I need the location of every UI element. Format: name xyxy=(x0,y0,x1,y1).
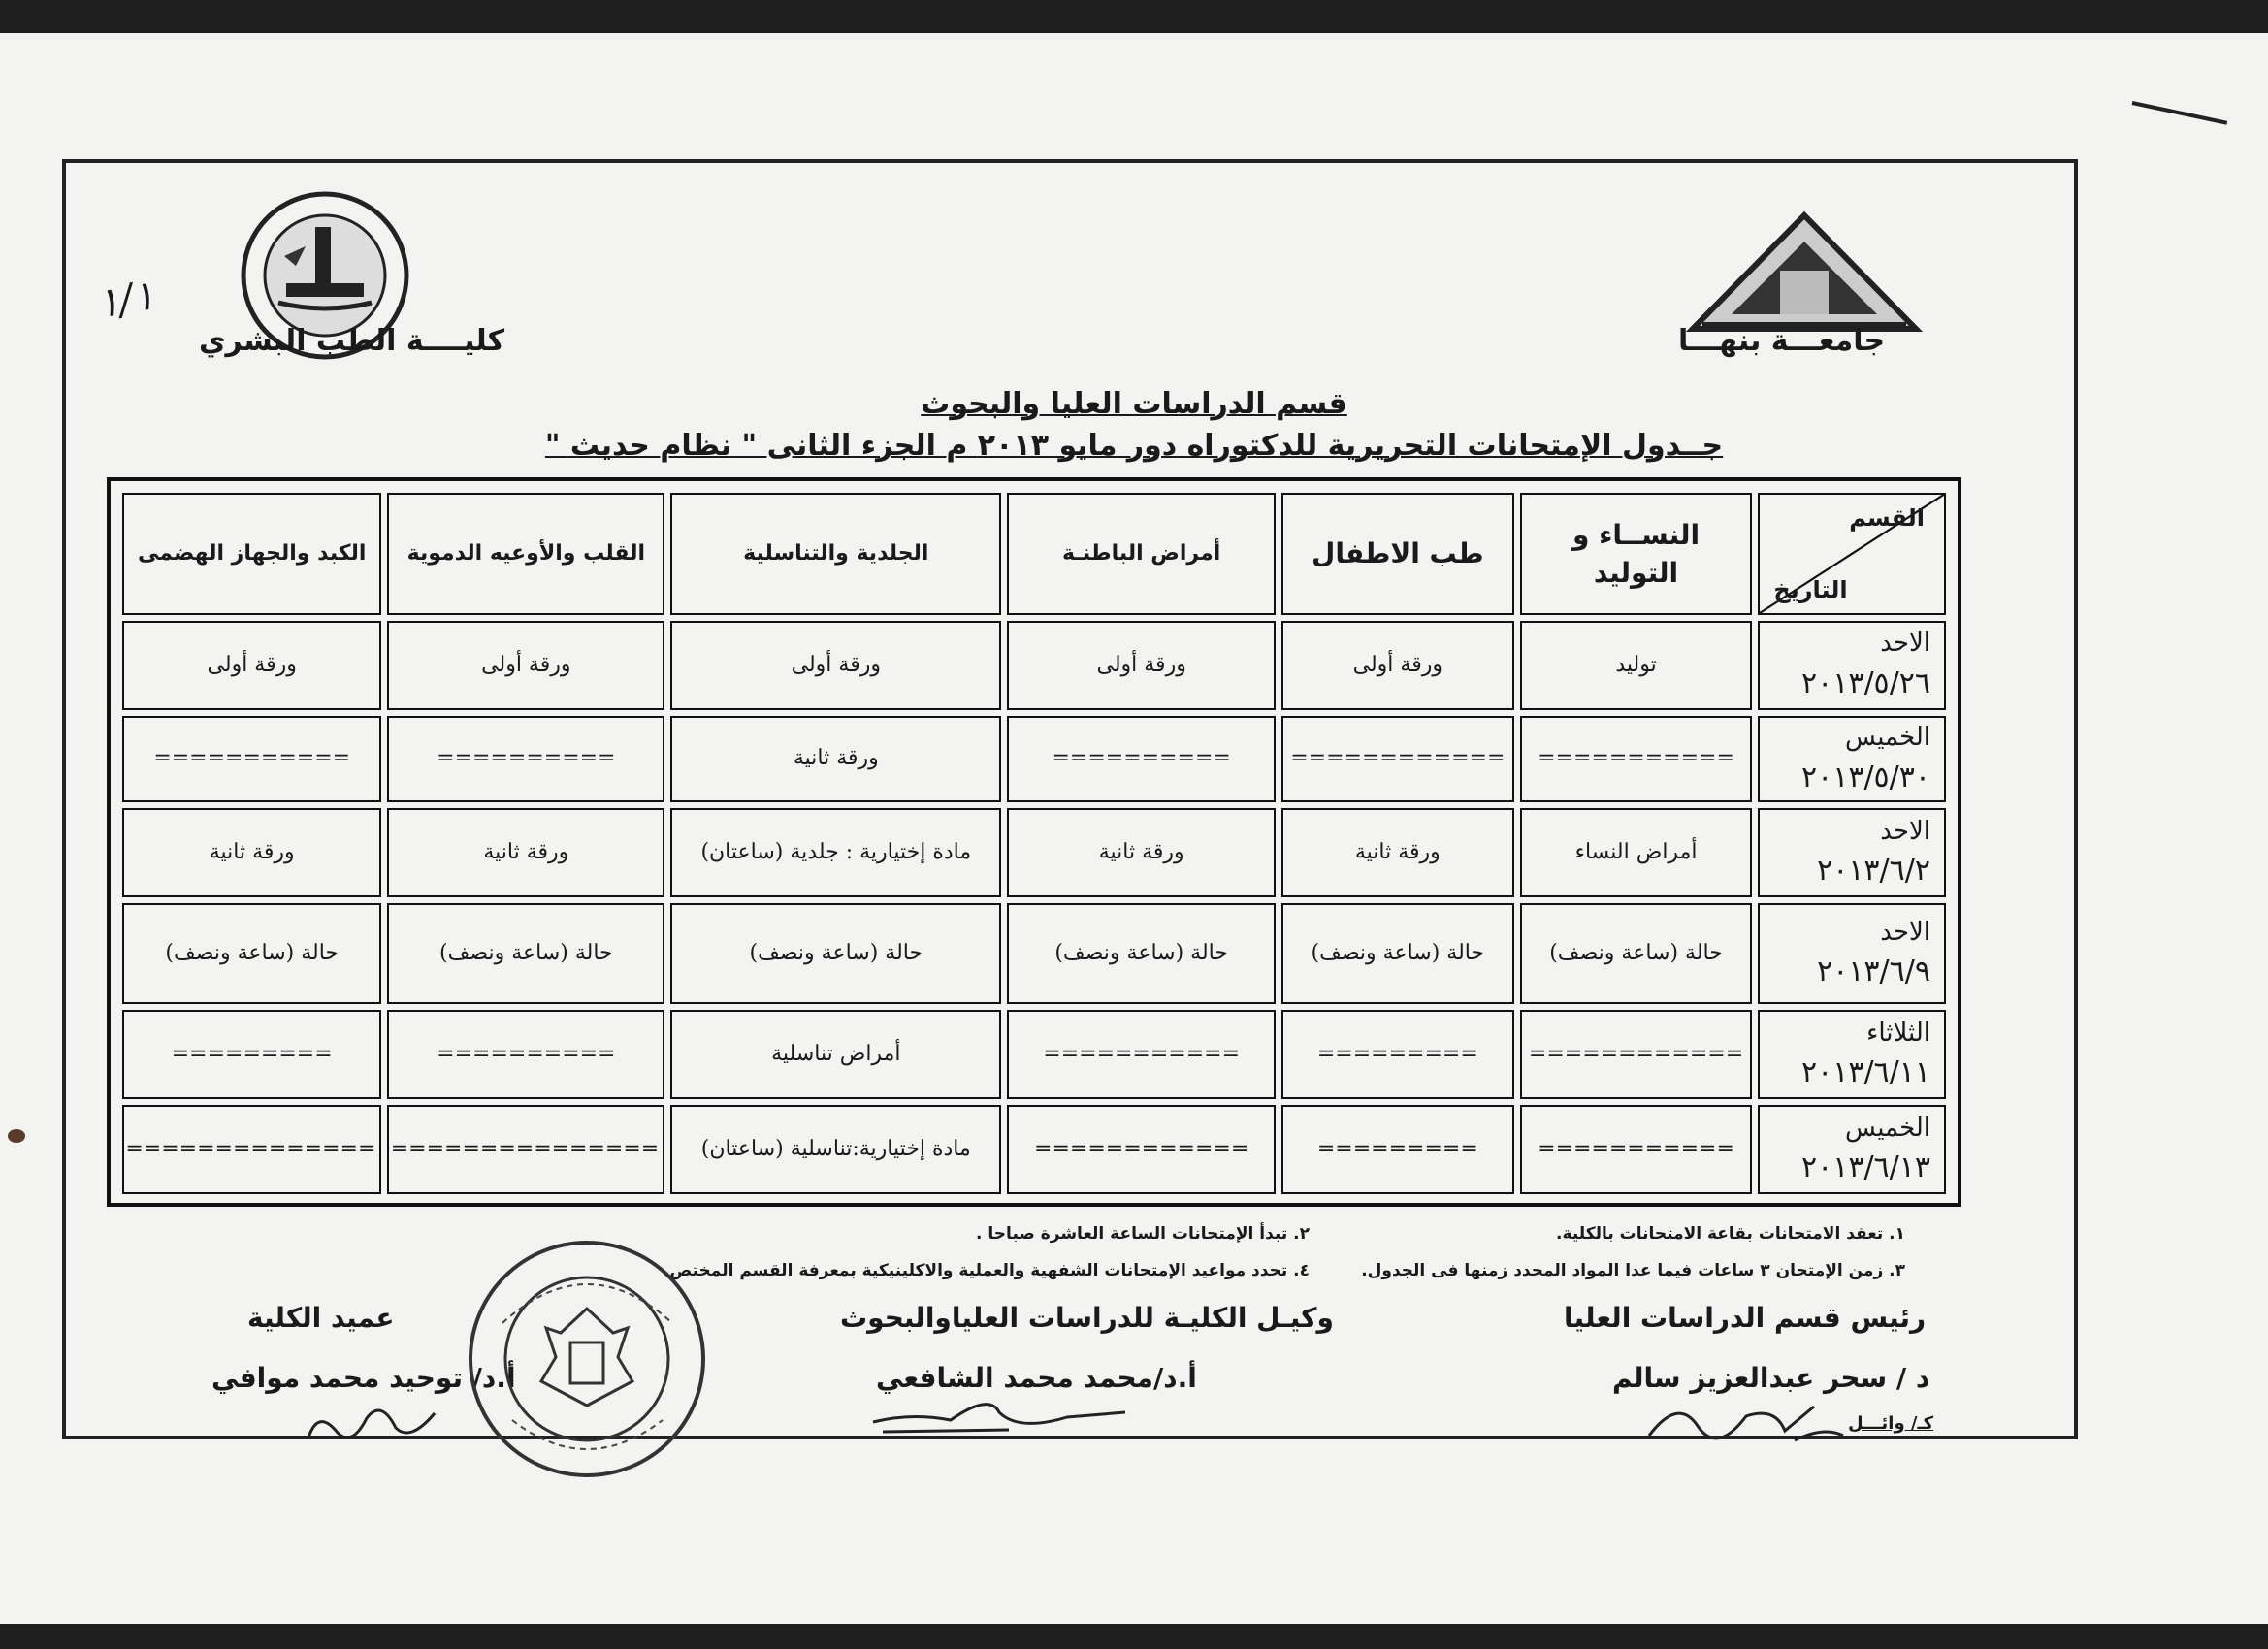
date-label: ٢٠١٣/٦/١٣ xyxy=(1800,1150,1930,1185)
exam-cell: =============== xyxy=(387,1105,664,1194)
exam-cell: مادة إختيارية:تناسلية (ساعتان) xyxy=(670,1105,1001,1194)
exam-cell: ============ xyxy=(1007,1105,1276,1194)
exam-cell: توليد xyxy=(1520,621,1753,710)
schedule-row xyxy=(122,716,1946,802)
date-cell xyxy=(1758,716,1946,802)
exam-cell: ============ xyxy=(1281,716,1514,802)
schedule-row xyxy=(122,621,1946,710)
vice-signature xyxy=(854,1383,1145,1441)
schedule-grid xyxy=(116,487,1952,1200)
col-header: الجلدية والتناسلية xyxy=(670,493,1001,615)
col-header: النســاء و التوليد xyxy=(1520,493,1753,615)
date-cell xyxy=(1758,903,1946,1004)
exam-cell: ورقة أولى xyxy=(670,621,1001,710)
pen-mark xyxy=(2132,101,2228,125)
corner-department-label: القسم xyxy=(1849,504,1925,532)
note-3: ٣. زمن الإمتحان ٣ ساعات فيما عدا المواد المحدد زمنها فى الجدول. xyxy=(1361,1261,1905,1280)
exam-cell: ========= xyxy=(1281,1010,1514,1099)
exam-cell: حالة (ساعة ونصف) xyxy=(1520,903,1753,1004)
date-label: ٢٠١٣/٥/٣٠ xyxy=(1800,760,1930,794)
day-label: الخميس xyxy=(1845,1113,1930,1143)
document-title: جــدول الإمتحانات التحريرية للدكتوراه دور مايو ٢٠١٣ م الجزء الثانى " نظام حديث " xyxy=(544,429,1724,463)
exam-cell: =========== xyxy=(1520,716,1753,802)
note-4: ٤. تحدد مواعيد الإمتحانات الشفهية والعملية والاكلينيكية بمعرفة القسم المختص. xyxy=(663,1261,1310,1280)
faculty-name: كليــــة الطب البشري xyxy=(199,324,505,358)
head-of-dept-title: رئيس قسم الدراسات العليا xyxy=(1564,1302,1927,1334)
schedule-row xyxy=(122,808,1946,897)
exam-cell: ========== xyxy=(387,716,664,802)
exam-cell: أمراض النساء xyxy=(1520,808,1753,897)
day-label: الاحد xyxy=(1880,629,1930,659)
vice-dean-title: وكيـل الكليـة للدراسات العلياوالبحوث xyxy=(840,1302,1334,1334)
university-logo xyxy=(1683,208,1926,343)
date-cell xyxy=(1758,1105,1946,1194)
exam-cell: ورقة ثانية xyxy=(122,808,381,897)
department-title: قسم الدراسات العليا والبحوث xyxy=(921,387,1347,421)
head-of-dept-name: د / سحر عبدالعزيز سالم xyxy=(1612,1362,1930,1394)
day-label: الاحد xyxy=(1880,816,1930,846)
head-signature xyxy=(1639,1387,1853,1455)
exam-schedule-table xyxy=(107,477,1961,1207)
header-row xyxy=(122,493,1946,615)
exam-cell: حالة (ساعة ونصف) xyxy=(122,903,381,1004)
exam-cell: حالة (ساعة ونصف) xyxy=(1281,903,1514,1004)
exam-cell: ورقة أولى xyxy=(1007,621,1276,710)
schedule-row xyxy=(122,903,1946,1004)
exam-cell: ورقة أولى xyxy=(122,621,381,710)
date-cell xyxy=(1758,1010,1946,1099)
dean-signature xyxy=(299,1389,444,1457)
note-1: ١. تعقد الامتحانات بقاعة الامتحانات بالكلية. xyxy=(1556,1224,1905,1244)
exam-cell: =========== xyxy=(1520,1105,1753,1194)
exam-cell: ============== xyxy=(122,1105,381,1194)
dean-name: أ.د/ توحيد محمد موافي xyxy=(211,1362,516,1394)
date-label: ٢٠١٣/٥/٢٦ xyxy=(1800,666,1930,701)
page-number-handwritten: ١/١ xyxy=(93,271,159,328)
exam-cell: حالة (ساعة ونصف) xyxy=(670,903,1001,1004)
date-cell xyxy=(1758,808,1946,897)
dean-title: عميد الكلية xyxy=(247,1302,395,1334)
scanned-page xyxy=(0,33,2268,1624)
corner-date-label: التاريخ xyxy=(1773,576,1848,604)
exam-cell: ========== xyxy=(1007,716,1276,802)
schedule-row xyxy=(122,1105,1946,1194)
date-label: ٢٠١٣/٦/٩ xyxy=(1817,954,1930,989)
exam-cell: ========= xyxy=(1281,1105,1514,1194)
date-label: ٢٠١٣/٦/١١ xyxy=(1800,1055,1930,1090)
day-label: الاحد xyxy=(1880,917,1930,947)
exam-cell: ========== xyxy=(387,1010,664,1099)
exam-cell: =========== xyxy=(122,716,381,802)
exam-cell: حالة (ساعة ونصف) xyxy=(387,903,664,1004)
exam-cell: ورقة أولى xyxy=(1281,621,1514,710)
exam-cell: =========== xyxy=(1007,1010,1276,1099)
exam-cell: ورقة أولى xyxy=(387,621,664,710)
official-seal xyxy=(464,1236,711,1483)
exam-cell: ========= xyxy=(122,1010,381,1099)
col-header: القلب والأوعيه الدموية xyxy=(387,493,664,615)
date-cell xyxy=(1758,621,1946,710)
day-label: الثلاثاء xyxy=(1866,1018,1930,1048)
day-label: الخميس xyxy=(1845,723,1930,752)
exam-cell: حالة (ساعة ونصف) xyxy=(1007,903,1276,1004)
exam-cell: مادة إختيارية : جلدية (ساعتان) xyxy=(670,808,1001,897)
university-name: جامعـــة بنهـــا xyxy=(1678,324,1886,358)
col-header: الكبد والجهاز الهضمى xyxy=(122,493,381,615)
exam-cell: ورقة ثانية xyxy=(1281,808,1514,897)
col-header: أمراض الباطنـة xyxy=(1007,493,1276,615)
date-label: ٢٠١٣/٦/٢ xyxy=(1817,854,1930,889)
col-header: طب الاطفال xyxy=(1281,493,1514,615)
exam-cell: أمراض تناسلية xyxy=(670,1010,1001,1099)
exam-cell: ============ xyxy=(1520,1010,1753,1099)
exam-cell: ورقة ثانية xyxy=(1007,808,1276,897)
corner-header-cell xyxy=(1758,493,1946,615)
exam-cell: ورقة ثانية xyxy=(387,808,664,897)
typist-initials: كـ/ وائـــل xyxy=(1848,1413,1934,1434)
note-2: ٢. تبدأ الإمتحانات الساعة العاشرة صباحا . xyxy=(976,1224,1310,1244)
ink-speck xyxy=(8,1129,25,1143)
vice-dean-name: أ.د/محمد محمد الشافعي xyxy=(876,1362,1197,1394)
schedule-row xyxy=(122,1010,1946,1099)
exam-cell: ورقة ثانية xyxy=(670,716,1001,802)
